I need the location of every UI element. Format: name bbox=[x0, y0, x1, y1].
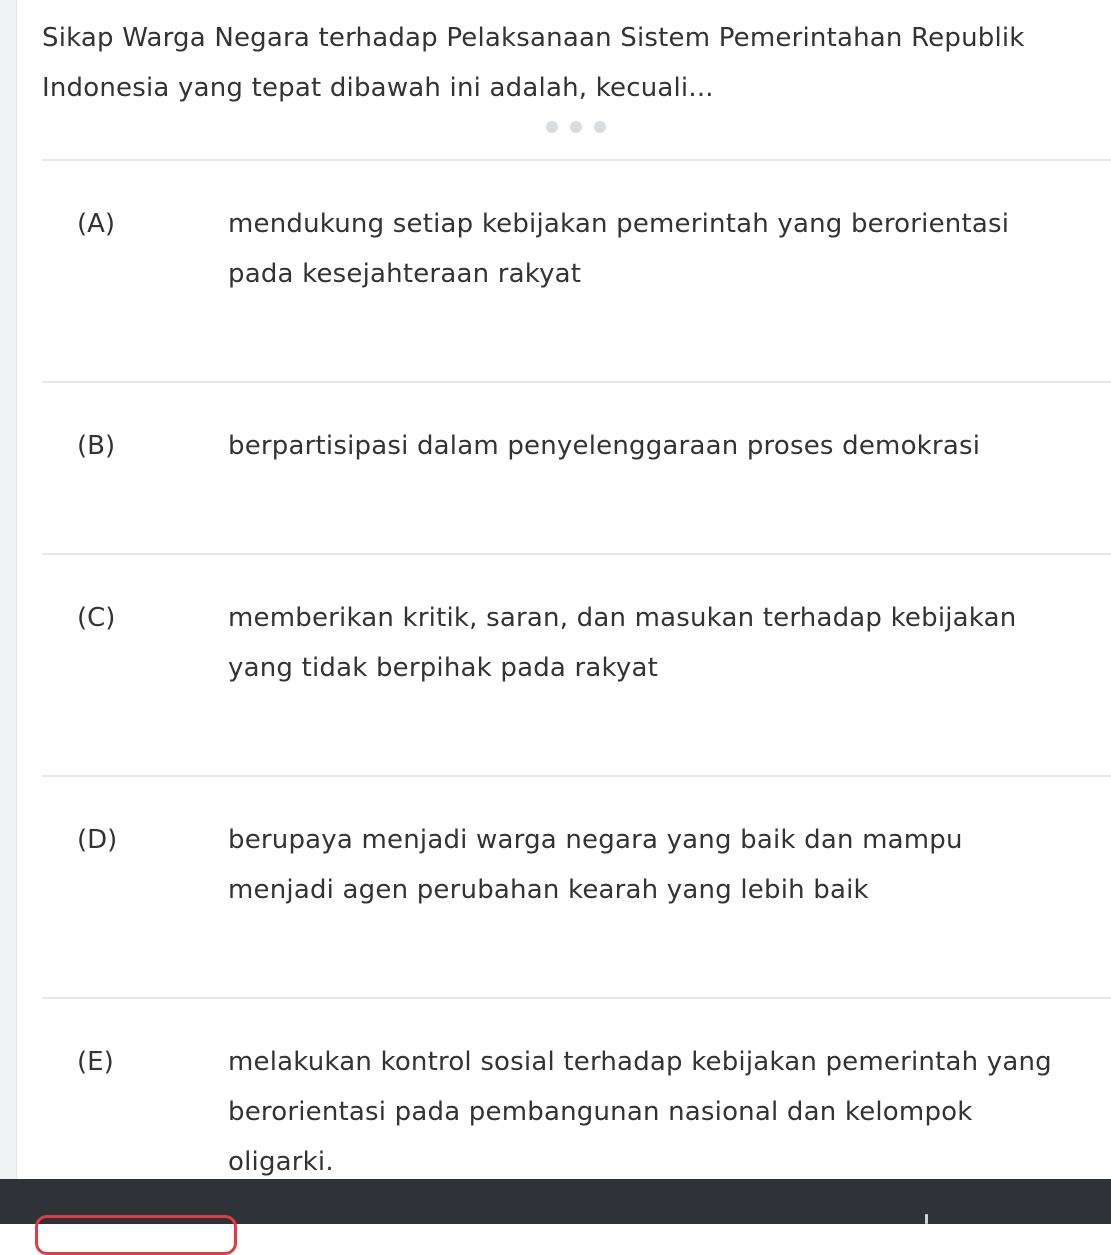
option-text: berupaya menjadi warga negara yang baik dan mampu menjadi agen perubahan kearah yang lebih baik bbox=[228, 825, 963, 905]
option-b[interactable] bbox=[0, 421, 1111, 471]
dot-icon bbox=[594, 121, 606, 133]
question-text: Sikap Warga Negara terhadap Pelaksanaan Sistem Pemerintahan Republik Indonesia yang tepat dibawah ini adalah, kecuali... bbox=[42, 23, 1025, 103]
divider bbox=[42, 381, 1111, 383]
dot-icon bbox=[546, 121, 558, 133]
divider bbox=[42, 553, 1111, 555]
option-e[interactable] bbox=[0, 1037, 1111, 1187]
left-rail bbox=[0, 0, 17, 1179]
option-c[interactable] bbox=[0, 593, 1111, 693]
option-text: mendukung setiap kebijakan pemerintah yang berorientasi pada kesejahteraan rakyat bbox=[228, 209, 1010, 289]
cursor-handle-icon bbox=[925, 1214, 928, 1224]
option-letter: (B) bbox=[77, 431, 116, 461]
dot-icon bbox=[570, 121, 582, 133]
bottom-bar bbox=[0, 1179, 1111, 1224]
option-a[interactable] bbox=[0, 199, 1111, 299]
option-text: memberikan kritik, saran, dan masukan terhadap kebijakan yang tidak berpihak pada rakyat bbox=[228, 603, 1017, 683]
divider bbox=[42, 159, 1111, 161]
bottom-action-button[interactable] bbox=[35, 1215, 237, 1255]
option-text: melakukan kontrol sosial terhadap kebijakan pemerintah yang berorientasi pada pembangunan nasional dan kelompok oligarki. bbox=[228, 1047, 1052, 1177]
option-d[interactable] bbox=[0, 815, 1111, 915]
option-text: berpartisipasi dalam penyelenggaraan proses demokrasi bbox=[228, 431, 981, 461]
option-letter: (D) bbox=[77, 825, 118, 855]
loading-dots bbox=[546, 121, 606, 133]
option-letter: (C) bbox=[77, 603, 116, 633]
divider bbox=[42, 775, 1111, 777]
option-letter: (E) bbox=[77, 1047, 114, 1077]
option-letter: (A) bbox=[77, 209, 116, 239]
divider bbox=[42, 997, 1111, 999]
